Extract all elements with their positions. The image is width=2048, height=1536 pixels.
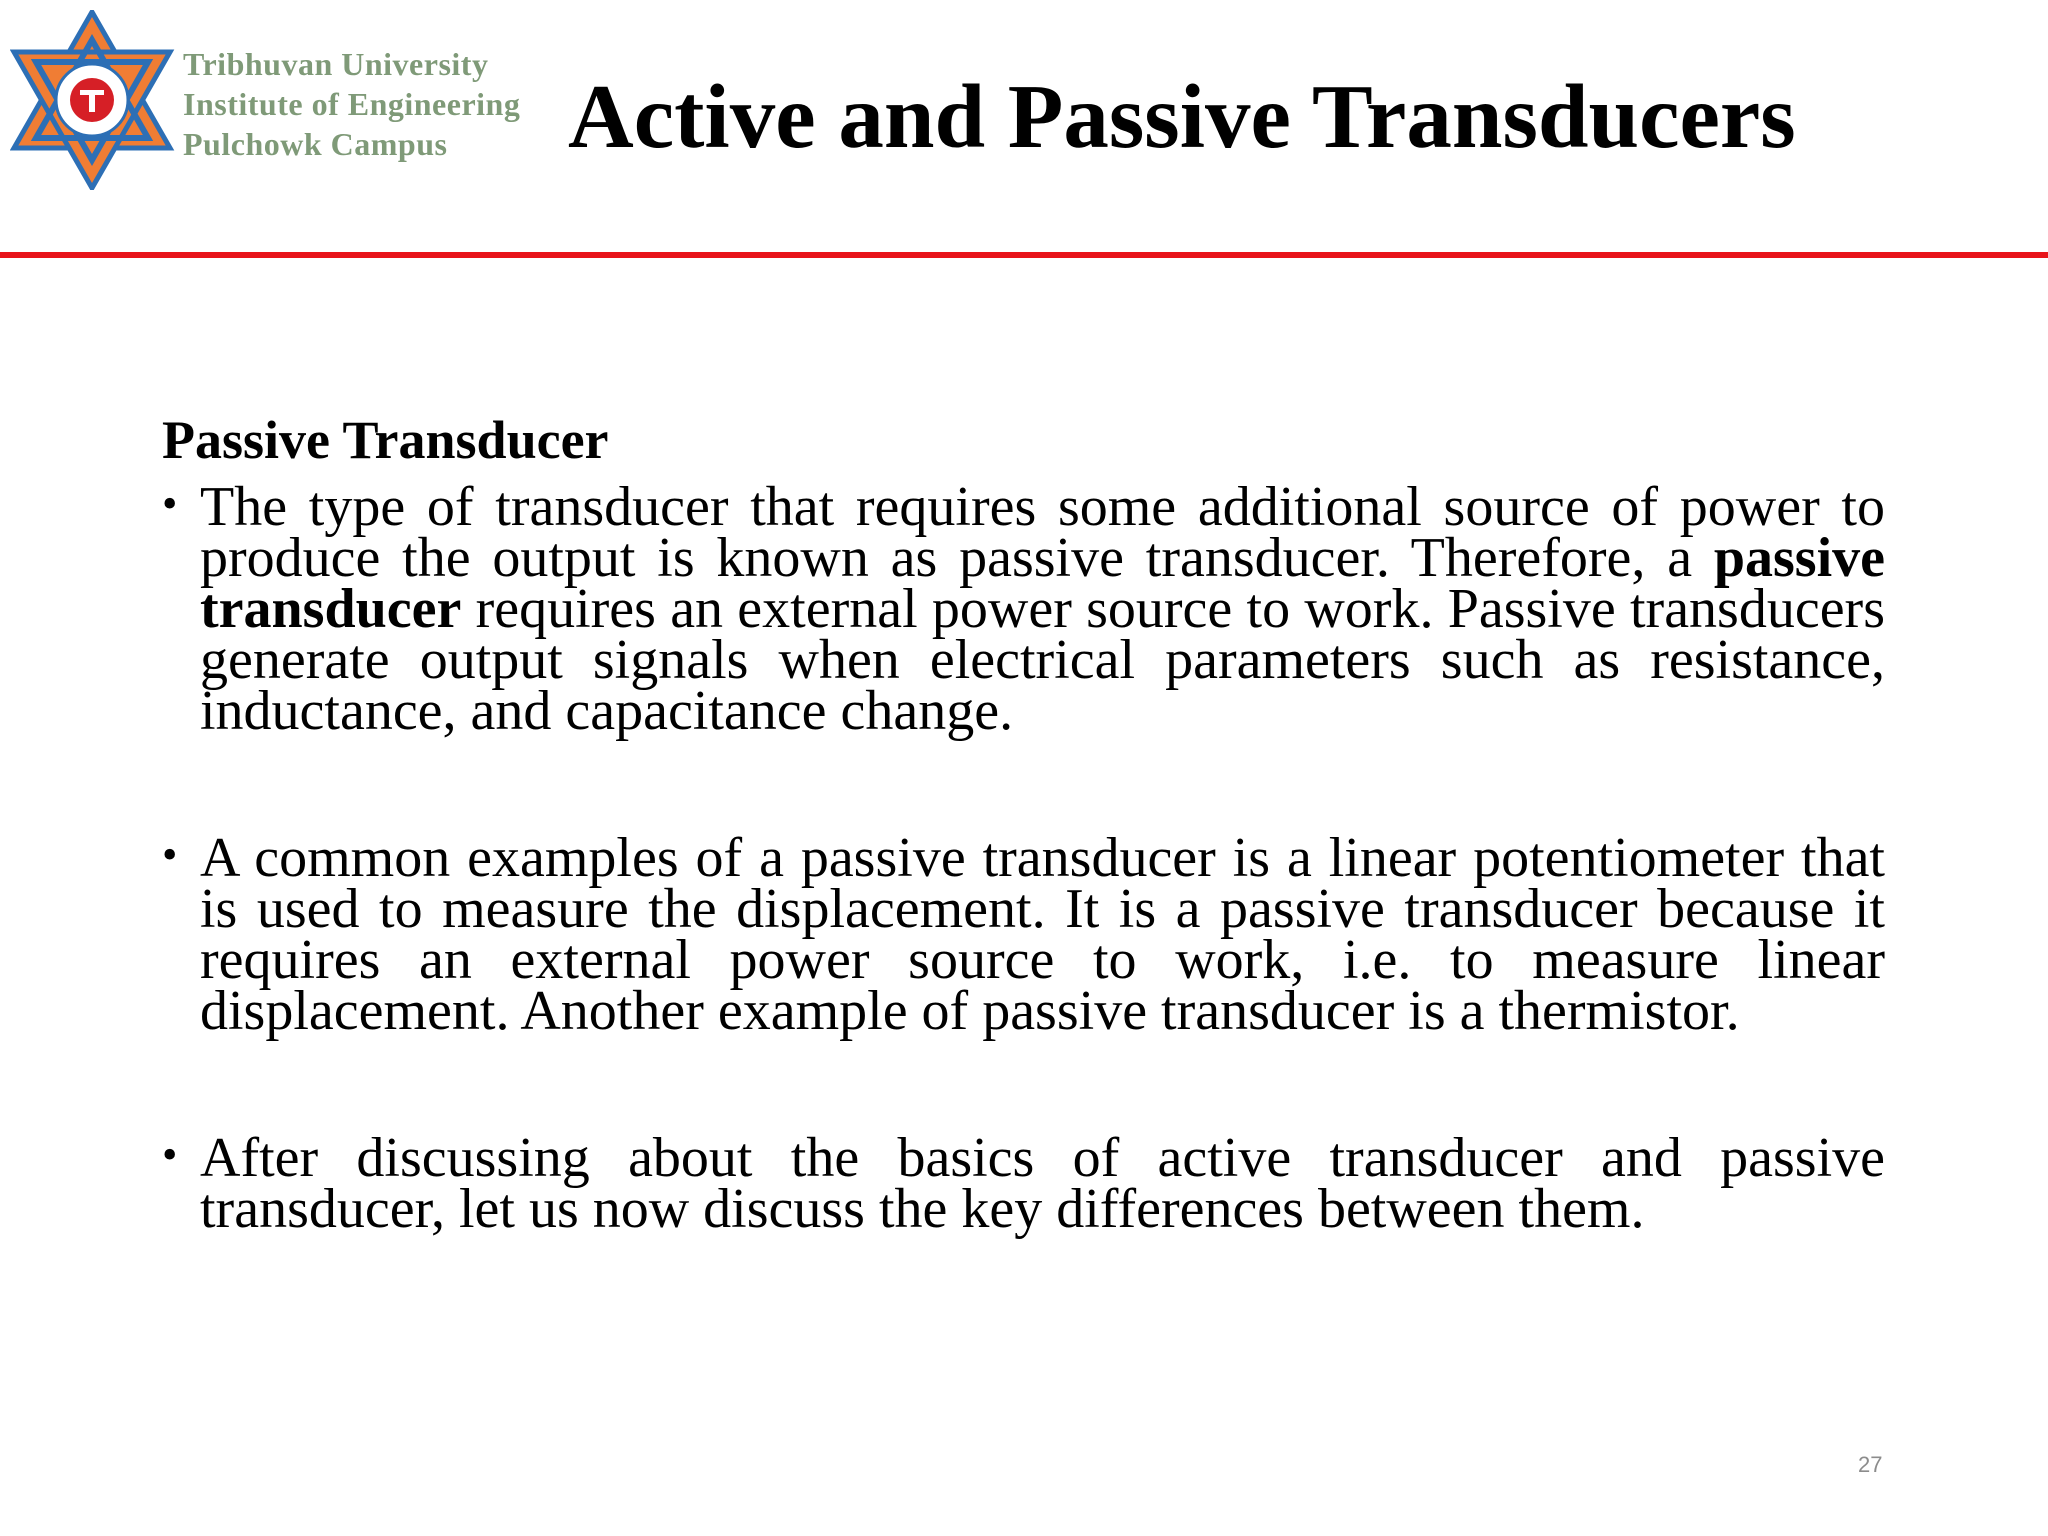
bullet-text	[200, 476, 1885, 742]
institution-line-2: Institute of Engineering	[183, 86, 521, 122]
slide-header	[0, 0, 2048, 258]
header-divider	[0, 252, 2048, 258]
bullet-item	[162, 827, 1885, 1042]
bullet-icon: •	[162, 479, 178, 528]
bullet-text	[200, 827, 1885, 1042]
university-logo-icon	[10, 10, 175, 190]
bullet-text-prefix: A common examples of a passive transducer is a linear potentiometer that is used to measure the displacement. It is a passive transducer because it requires an external power source to work, i.e. to measure linear displacement. Another example of passive transducer is a thermistor.	[200, 827, 1885, 1042]
bullet-list	[162, 476, 1885, 1240]
bullet-icon: •	[162, 1130, 178, 1179]
slide-content	[162, 408, 1885, 1240]
institution-line-3: Pulchowk Campus	[183, 126, 448, 162]
bullet-text	[200, 1127, 1885, 1240]
institution-line-1: Tribhuvan University	[183, 46, 489, 82]
bullet-icon: •	[162, 830, 178, 879]
bullet-text-suffix: requires an external power source to work. Passive transducers generate output signals when electrical parameters such as resistance, inductance, and capacitance change.	[200, 578, 1885, 742]
page-number: 27	[1858, 1452, 1883, 1477]
institution-name	[183, 44, 520, 164]
bullet-item	[162, 1127, 1885, 1240]
section-heading: Passive Transducer	[162, 410, 609, 470]
bullet-text-prefix: The type of transducer that requires some additional source of power to produce the output is known as passive transducer. Therefore, a	[200, 476, 1885, 589]
slide-title: Active and Passive Transducers	[568, 66, 1796, 167]
bullet-text-prefix: After discussing about the basics of active transducer and passive transducer, let us now discuss the key differences between them.	[200, 1127, 1885, 1240]
bullet-item	[162, 476, 1885, 742]
bullet-text-bold: passive transducer	[200, 527, 1885, 640]
